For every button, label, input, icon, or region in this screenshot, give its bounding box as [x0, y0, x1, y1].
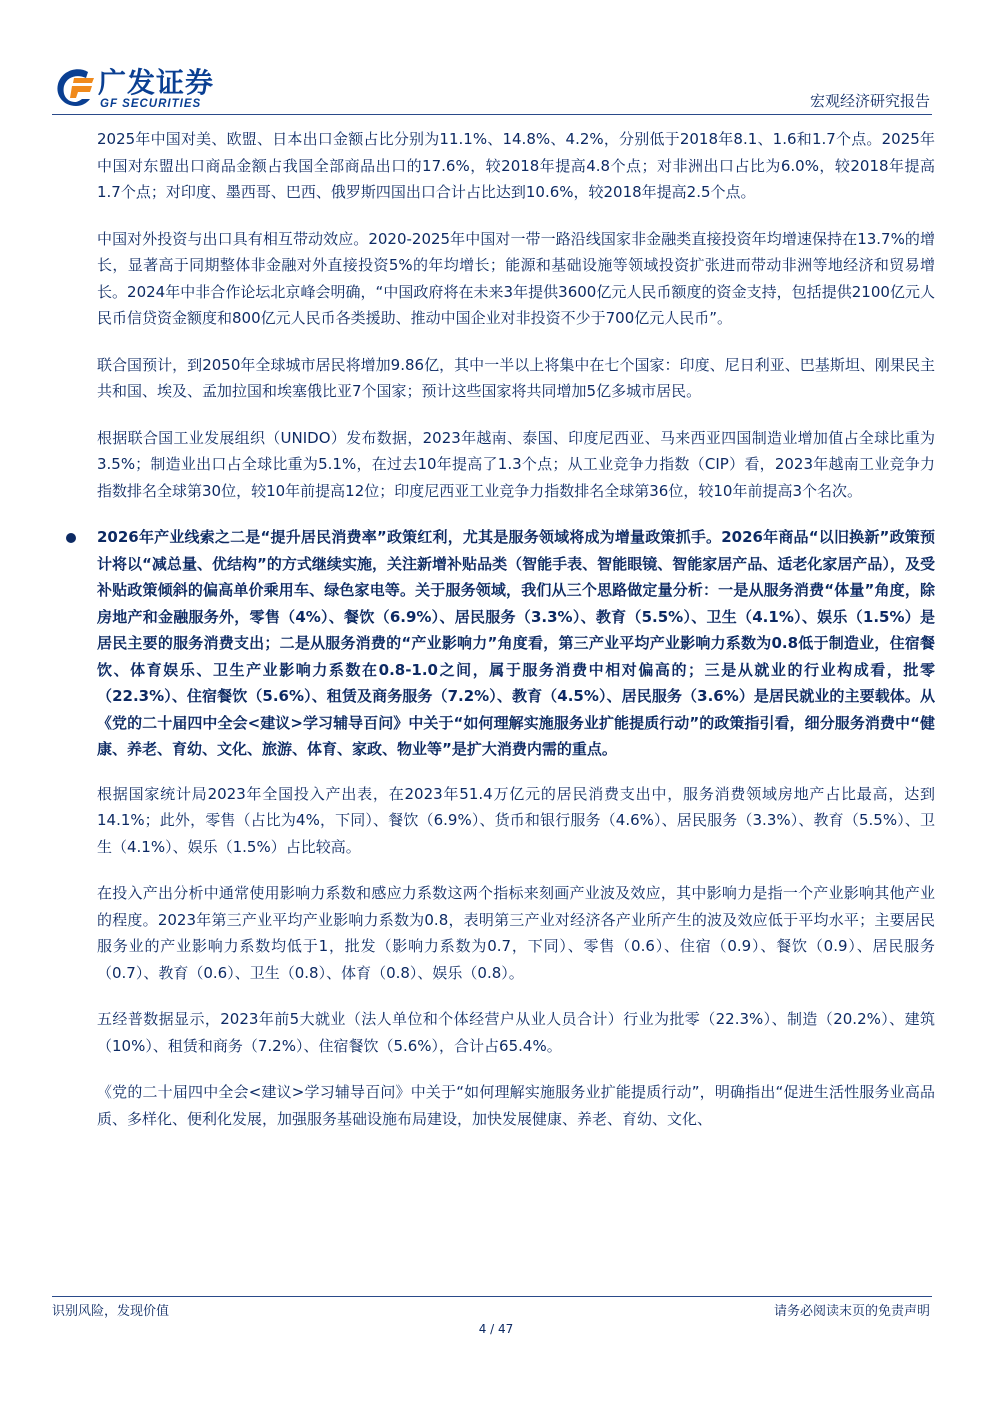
bullet-icon [66, 533, 76, 543]
paragraph-outbound-investment: 中国对外投资与出口具有相互带动效应。2020-2025年中国对一带一路沿线国家非金融类直接投资年均增速保持在13.7%的增长，显著高于同期整体非金融对外直接投资5%的年均增长；能源和基础设施等领域投资扩张进而带动非洲等地经济和贸易增长。2024年中非合作论坛北京峰会明确，“中国政府将在未来3年提供3600亿元人民币额度的资金支持，包括提供2100亿元人民币信贷资金额度和800亿元人民币各类援助、推动中国企业对非投资不少于700亿元人民币”。 [97, 229, 935, 327]
main-content [97, 126, 935, 1152]
gf-logo [52, 64, 252, 114]
paragraph-input-output-table: 根据国家统计局2023年全国投入产出表，在2023年51.4万亿元的居民消费支出中，服务消费领域房地产占比最高，达到14.1%；此外，零售（占比为4%，下同）、餐饮（6.9%）、货币和银行服务（4.6%）、居民服务（3.3%）、教育（5.5%）、卫生（4.1%）、娱乐（1.5%）占比较高。 [97, 784, 935, 856]
paragraph-policy-guidance: 《党的二十届四中全会<建议>学习辅导百问》中关于“如何理解实施服务业扩能提质行动”，明确指出“促进生活性服务业高品质、多样化、便利化发展，加强服务基础设施布局建设，加快发展健康、养老、育幼、文化、 [97, 1083, 935, 1128]
report-type-label: 宏观经济研究报告 [809, 92, 930, 110]
footer-disclaimer: 请务必阅读末页的免责声明 [773, 1304, 930, 1319]
bullet-text: 2026年产业线索之二是“提升居民消费率”政策红利，尤其是服务领域将成为增量政策抓手。2026年商品“以旧换新”政策预计将以“减总量、优结构”的方式继续实施，关注新增补贴品类（智能手表、智能眼镜、智能家居产品、适老化家居产品），及受补贴政策倾斜的偏高单价乘用车、绿色家电等。关于服务领域，我们从三个思路做定量分析：一是从服务消费“体量”角度，除房地产和金融服务外，零售（4%）、餐饮（6.9%）、居民服务（3.3%）、教育（5.5%）、卫生（4.1%）、娱乐（1.5%）是居民主要的服务消费支出；二是从服务消费的“产业影响力”角度看，第三产业平均产业影响力系数为0.8低于制造业，住宿餐饮、体育娱乐、卫生产业影响力系数在0.8-1.0之间，属于服务消费中相对偏高的；三是从就业的行业构成看，批零（22.3%）、住宿餐饮（5.6%）、租赁及商务服务（7.2%）、教育（4.5%）、居民服务（3.6%）是居民就业的主要载体。从《党的二十届四中全会<建议>学习辅导百问》中关于“如何理解实施服务业扩能提质行动”的政策指引看，细分服务消费中“健康、养老、育幼、文化、旅游、体育、家政、物业等”是扩大消费内需的重点。 [97, 528, 935, 758]
logo-chinese-name: 广发证券 [98, 66, 215, 99]
paragraph-influence-coefficient: 在投入产出分析中通常使用影响力系数和感应力系数这两个指标来刻画产业波及效应，其中影响力是指一个产业影响其他产业的程度。2023年第三产业平均产业影响力系数为0.8，表明第三产业对经济各产业所产生的波及效应低于平均水平；主要居民服务业的产业影响力系数均低于1，批发（影响力系数为0.7，下同）、零售（0.6）、住宿（0.9）、餐饮（0.9）、居民服务（0.7）、教育（0.6）、卫生（0.8）、体育（0.8）、娱乐（0.8）。 [97, 884, 935, 982]
paragraph-unido-data: 根据联合国工业发展组织（UNIDO）发布数据，2023年越南、泰国、印度尼西亚、马来西亚四国制造业增加值占全球比重为3.5%；制造业出口占全球比重为5.1%，在过去10年提高了1.3个点；从工业竞争力指数（CIP）看，2023年越南工业竞争力指数排名全球第30位，较10年前提高12位；印度尼西亚工业竞争力指数排名全球第36位，较10年前提高3个名次。 [97, 428, 935, 500]
logo-english-name: GF SECURITIES [100, 98, 202, 110]
paragraph-urbanization: 联合国预计，到2050年全球城市居民将增加9.86亿，其中一半以上将集中在七个国家：印度、尼日利亚、巴基斯坦、刚果民主共和国、埃及、孟加拉国和埃塞俄比亚7个国家；预计这些国家将共同增加5亿多城市居民。 [97, 355, 935, 400]
bullet-item-consumption [97, 524, 935, 763]
footer-slogan: 识别风险，发现价值 [52, 1304, 170, 1319]
paragraph-employment-census: 五经普数据显示，2023年前5大就业（法人单位和个体经营户从业人员合计）行业为批零（22.3%）、制造（20.2%）、建筑（10%）、租赁和商务（7.2%）、住宿餐饮（5.6%），合计占65.4%。 [97, 1010, 935, 1055]
page-number: 4 / 47 [478, 1322, 514, 1336]
header-divider [52, 114, 932, 115]
footer-divider [52, 1296, 932, 1297]
paragraph-export-share: 2025年中国对美、欧盟、日本出口金额占比分别为11.1%、14.8%、4.2%，分别低于2018年8.1、1.6和1.7个点。2025年中国对东盟出口商品金额占我国全部商品出口的17.6%，较2018年提高4.8个点；对非洲出口占比为6.0%，较2018年提高1.7个点；对印度、墨西哥、巴西、俄罗斯四国出口合计占比达到10.6%，较2018年提高2.5个点。 [97, 130, 935, 201]
